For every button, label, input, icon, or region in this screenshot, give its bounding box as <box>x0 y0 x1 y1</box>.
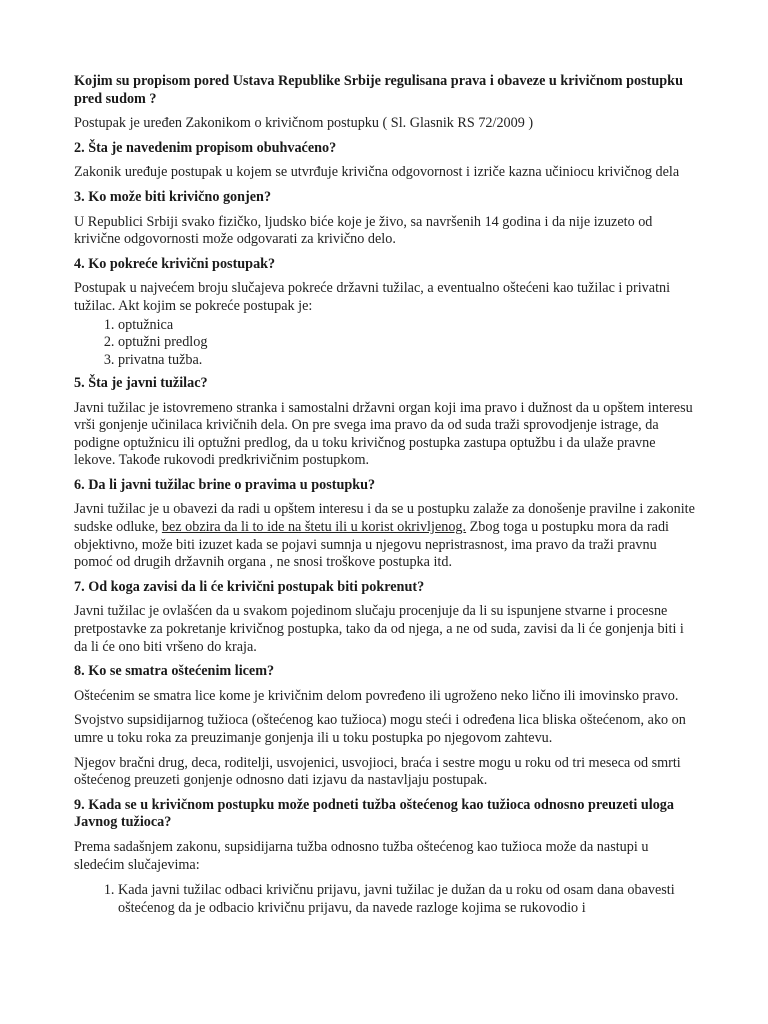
answer-paragraph-7: Javni tužilac je ovlašćen da u svakom pojedinom slučaju procenjuje da li su ispunjene stvarne i procesne pretpostavke za pokretanje krivičnog postupka, tako da od njega, a ne od suda, zavisi da li će gonjenja biti i da li će ono biti vršeno do kraja. <box>74 603 684 655</box>
question-heading-8: 8. Ko se smatra oštećenim licem? <box>74 663 275 680</box>
list-item: 2. optužni predlog <box>118 334 698 352</box>
list-item: 1. Kada javni tužilac odbaci krivičnu prijavu, javni tužilac je dužan da u roku od osam dana obavesti oštećenog da je odbacio krivičnu prijavu, da navede razloge kojima se rukovodio i <box>118 881 698 917</box>
answer-paragraph-2: Zakonik uređuje postupak u kojem se utvrđuje krivična odgovornost i izriče kazna učiniocu krivičnog dela <box>74 164 680 181</box>
answer-text: Javni tužilac je u obavezi da radi u opštem interesu i da se u postupku zalaže za donošenje pravilne i zakonite sudske odluke, <box>74 501 695 536</box>
act-list <box>74 317 698 370</box>
answer-text: Zbog toga u postupku mora da radi objektivno, može biti izuzet kada se pojavi sumnja u njegovu nepristrasnost, ima pravo da traži pravnu pomoć od drugih državnih organa , ne snosi troškove postupka itd. <box>74 519 669 571</box>
case-list <box>74 881 698 917</box>
answer-paragraph-3: U Republici Srbiji svako fizičko, ljudsko biće koje je živo, sa navršenih 14 godina i da nije izuzeto od krivične odgovornosti može odgovarati za krivično delo. <box>74 213 653 248</box>
question-heading-6: 6. Da li javni tužilac brine o pravima u postupku? <box>74 476 376 493</box>
answer-paragraph-9: Prema sadašnjem zakonu, supsidijarna tužba odnosno tužba oštećenog kao tužioca može da nastupi u sledećim slučajevima: <box>74 838 649 873</box>
question-heading-2: 2. Šta je navedenim propisom obuhvaćeno? <box>74 139 337 156</box>
answer-paragraph-1: Postupak je uređen Zakonikom o krivičnom postupku ( Sl. Glasnik RS 72/2009 ) <box>74 115 534 132</box>
document-body <box>74 73 698 922</box>
list-item: 1. optužnica <box>118 317 698 335</box>
question-heading-1: Kojim su propisom pored Ustava Republike Srbije regulisana prava i obaveze u krivičnom postupku pred sudom ? <box>74 73 683 107</box>
answer-paragraph-6 <box>74 501 698 571</box>
question-heading-9: 9. Kada se u krivičnom postupku može podneti tužba oštećenog kao tužioca odnosno preuzeti uloga Javnog tužioca? <box>74 796 674 831</box>
question-heading-4: 4. Ko pokreće krivični postupak? <box>74 255 276 272</box>
question-heading-5: 5. Šta je javni tužilac? <box>74 374 208 391</box>
answer-paragraph-4: Postupak u najvećem broju slučajeva pokreće državni tužilac, a eventualno oštećeni kao tužilac i privatni tužilac. Akt kojim se pokreće postupak je: <box>74 280 671 314</box>
answer-paragraph-5: Javni tužilac je istovremeno stranka i samostalni državni organ koji ima pravo i dužnost da u opštem interesu vrši gonjenje učinilaca krivičnih dela. On pre svega ima pravo da od suda traži sprovodjenje istrage, da podigne optužnicu ili optužni predlog, da u toku krivičnog postupka zastupa optužbu i da ulaže pravne lekove. Takođe rukovodi predkrivičnim postupkom. <box>74 399 693 469</box>
question-heading-7: 7. Od koga zavisi da li će krivični postupak biti pokrenut? <box>74 578 425 595</box>
answer-paragraph-8c: Njegov bračni drug, deca, roditelji, usvojenici, usvojioci, braća i sestre mogu u roku od tri meseca od smrti oštećenog preuzeti gonjenje odnosno dati izjavu da nastavljaju postupak. <box>74 754 681 789</box>
answer-paragraph-8a: Oštećenim se smatra lice kome je krivičnim delom povređeno ili ugroženo neko lično ili imovinsko pravo. <box>74 687 679 704</box>
answer-paragraph-8b: Svojstvo supsidijarnog tužioca (oštećenog kao tužioca) mogu steći i određena lica bliska oštećenom, ako on umre u toku roka za preuzimanje gonjenja ili u toku postupka po njegovom zahtevu. <box>74 712 686 747</box>
question-heading-3: 3. Ko može biti krivično gonjen? <box>74 188 272 205</box>
list-item: 3. privatna tužba. <box>118 352 698 370</box>
underlined-text: bez obzira da li to ide na štetu ili u korist okrivljenog. <box>161 519 467 536</box>
